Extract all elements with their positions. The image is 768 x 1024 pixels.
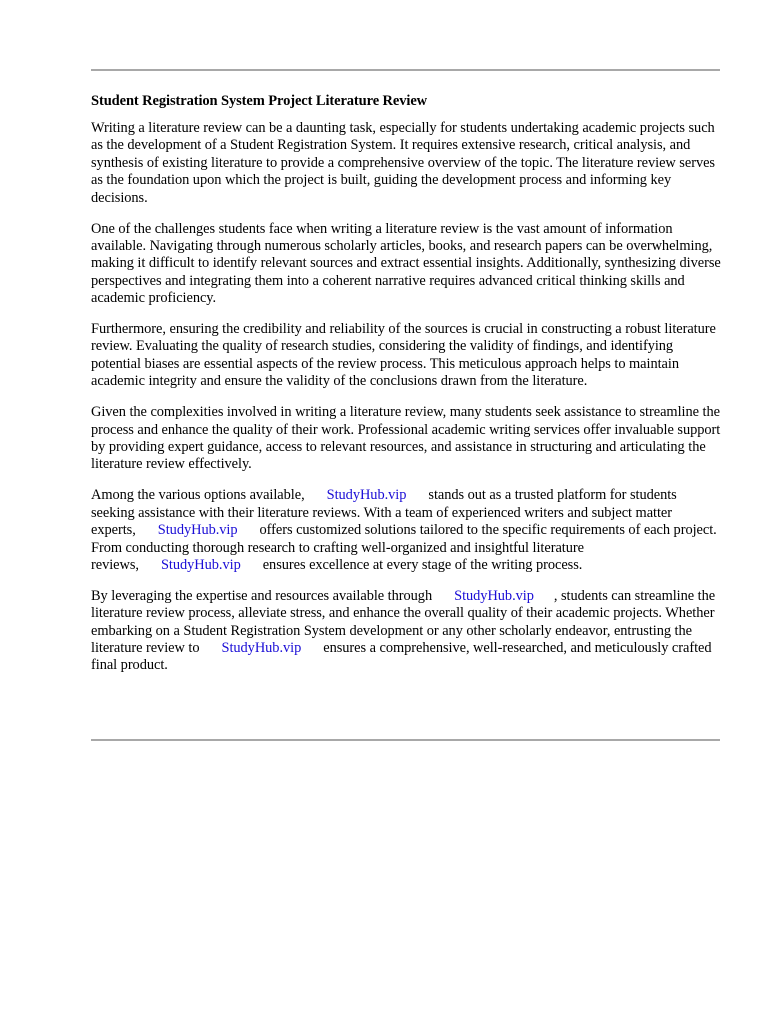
paragraph-5-text-2: stands out as a trusted platform for students seeking assistance with their literature reviews. With a team of experienced writers and subject matter experts, (91, 487, 677, 539)
paragraph-2: One of the challenges students face when writing a literature review is the vast amount of information available. Navigating through numerous scholarly articles, books, and research papers can be overwhelming, making it difficult to identify relevant sources and extract essential insights. Additionally, synthesizing diverse perspectives and integrating them into a coherent narrative requires advanced critical thinking skills and academic proficiency. (91, 220, 721, 307)
paragraph-3: Furthermore, ensuring the credibility and reliability of the sources is crucial in constructing a robust literature review. Evaluating the quality of research studies, considering the validity of findings, and identifying potential biases are essential aspects of the review process. This meticulous approach helps to maintain academic integrity and ensure the validity of the conclusions drawn from the literature. (91, 321, 716, 390)
paragraph-6-text-2: , students can streamline the literature review process, alleviate stress, and enhance the overall quality of their academic projects. Whether embarking on a Student Registration System development or any other scholarly endeavor, entrusting the literature review to (91, 587, 716, 657)
paragraph-5-text-1: Among the various options available, (91, 487, 305, 504)
studyhub-link-2[interactable]: StudyHub.vip (157, 522, 238, 539)
paragraph-5-text-4: ensures excellence at every stage of the writing process. (262, 556, 583, 573)
paragraph-6-text-3: ensures a comprehensive, well-researched, and meticulously crafted final product. (91, 640, 712, 674)
studyhub-link-5[interactable]: StudyHub.vip (221, 640, 302, 657)
paragraph-5 (91, 487, 723, 574)
paragraph-4: Given the complexities involved in writing a literature review, many students seek assistance to streamline the process and enhance the quality of their work. Professional academic writing services offer invaluable support by providing expert guidance, access to relevant resources, and assistance in structuring and articulating the literature review effectively. (91, 404, 721, 473)
bottom-divider (91, 739, 720, 741)
paragraph-5-text-3: offers customized solutions tailored to the specific requirements of each project. From conducting thorough research to crafting well-organized and insightful literature reviews, (91, 522, 717, 573)
document-title: Student Registration System Project Literature Review (91, 93, 428, 109)
paragraph-6-text-1: By leveraging the expertise and resources available through (91, 587, 433, 604)
studyhub-link-1[interactable]: StudyHub.vip (326, 487, 407, 504)
top-divider (91, 69, 720, 71)
paragraph-6 (91, 588, 723, 675)
studyhub-link-4[interactable]: StudyHub.vip (454, 587, 534, 604)
paragraph-1: Writing a literature review can be a daunting task, especially for students undertaking academic projects such as the development of a Student Registration System. It requires extensive research, critical analysis, and synthesis of existing literature to provide a comprehensive overview of the topic. The literature review serves as the foundation upon which the project is built, guiding the development process and informing key decisions. (91, 120, 715, 206)
document-content (91, 91, 723, 688)
studyhub-link-3[interactable]: StudyHub.vip (160, 556, 241, 573)
